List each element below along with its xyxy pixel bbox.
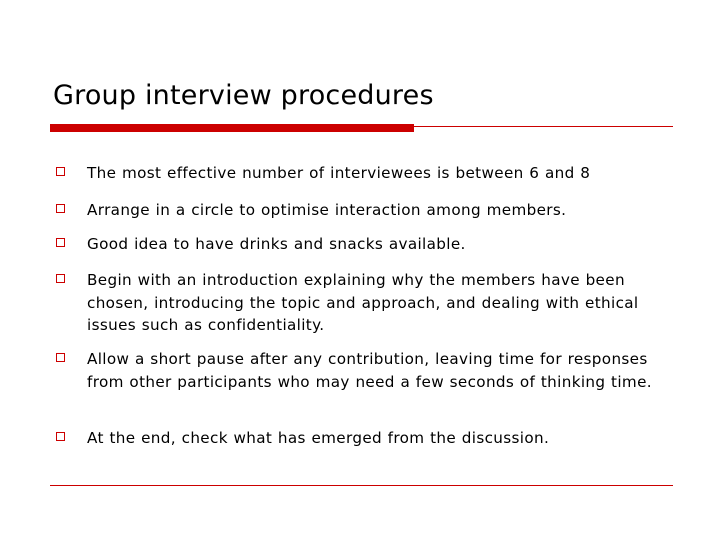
- slide-title: Group interview procedures: [53, 80, 434, 111]
- hollow-square-bullet-icon: [56, 204, 65, 213]
- bullet-text: The most effective number of interviewees is between 6 and 8: [87, 164, 591, 182]
- bullet-text: Good idea to have drinks and snacks available.: [87, 235, 466, 253]
- hollow-square-bullet-icon: [56, 238, 65, 247]
- hollow-square-bullet-icon: [56, 167, 65, 176]
- hollow-square-bullet-icon: [56, 353, 65, 362]
- bullet-text: Allow a short pause after any contribution, leaving time for responses from other participants who may need a few seconds of thinking time.: [87, 350, 652, 391]
- title-underline-rule: [414, 126, 673, 127]
- bullet-text: At the end, check what has emerged from the discussion.: [87, 429, 550, 447]
- bullet-text: Arrange in a circle to optimise interaction among members.: [87, 201, 567, 219]
- hollow-square-bullet-icon: [56, 274, 65, 283]
- title-underline-accent: [50, 124, 414, 132]
- hollow-square-bullet-icon: [56, 432, 65, 441]
- bullet-text: Begin with an introduction explaining why the members have been chosen, introducing the topic and approach, and dealing with ethical issues such as confidentiality.: [87, 271, 639, 334]
- footer-rule: [50, 485, 673, 486]
